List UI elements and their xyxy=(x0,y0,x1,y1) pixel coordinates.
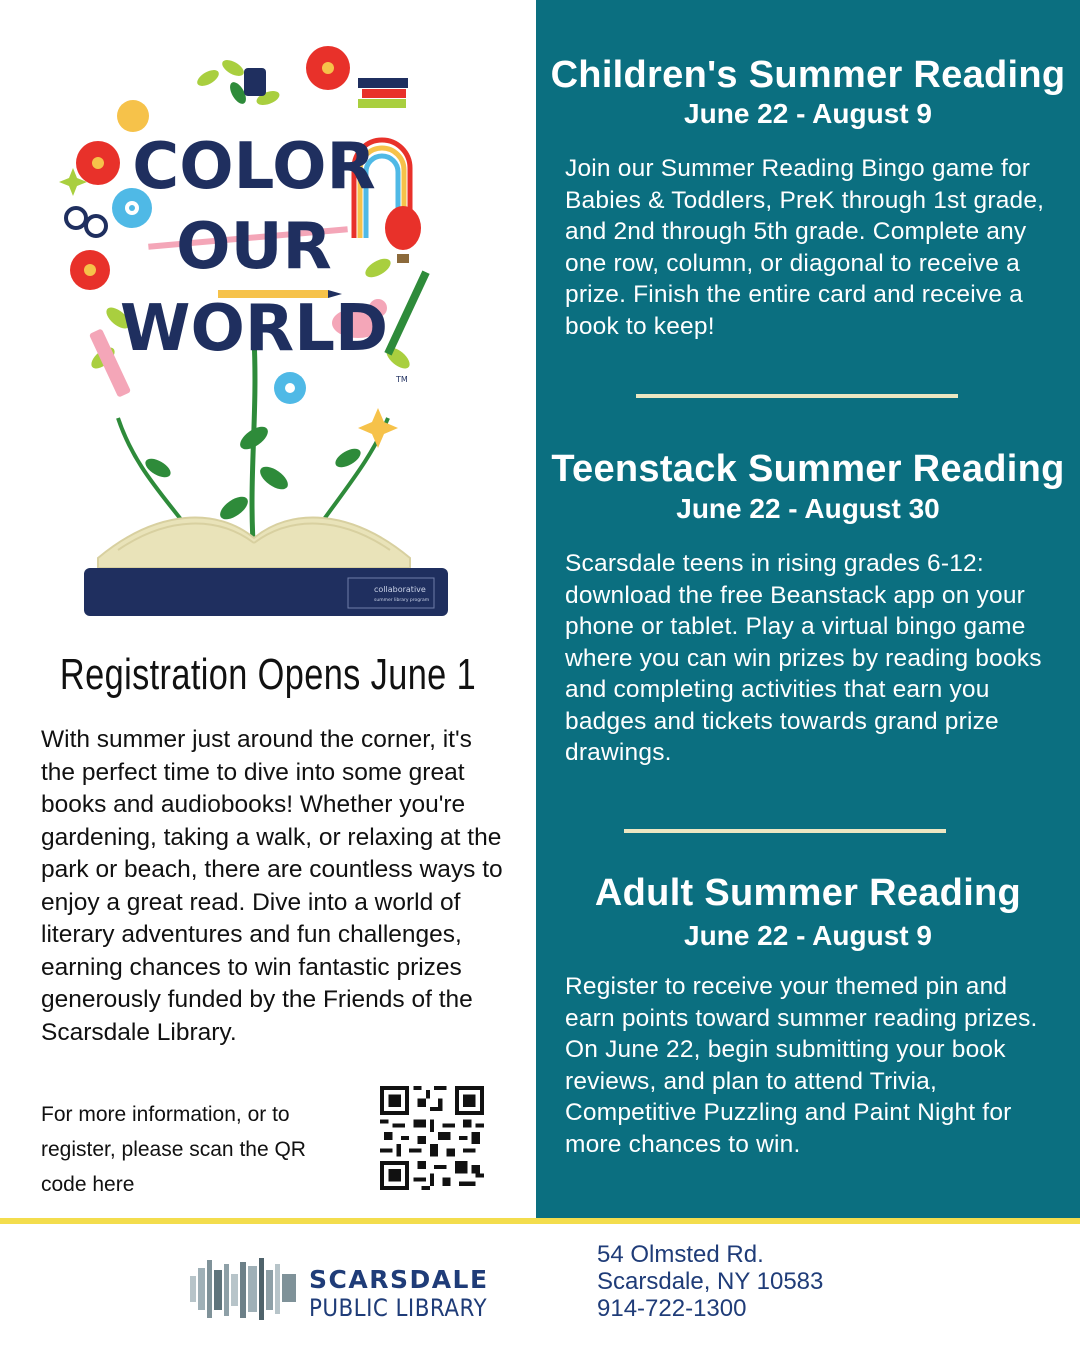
logo-line-1: SCARSDALE xyxy=(309,1265,489,1294)
footer xyxy=(0,1224,1080,1350)
registration-title: Registration Opens June 1 xyxy=(59,650,477,699)
adult-section-body: Register to receive your themed pin and earn points toward summer reading prizes. On June 22, begin submitting your book reviews, and plan to attend Trivia, Competitive Puzzling and Paint Night for more chances to win. xyxy=(565,973,1038,1158)
logo-line-2: PUBLIC LIBRARY xyxy=(309,1294,487,1322)
address-city: Scarsdale, NY 10583 xyxy=(597,1268,824,1295)
library-address xyxy=(597,1241,823,1322)
adult-section-title: Adult Summer Reading xyxy=(594,872,1022,914)
divider-2 xyxy=(624,829,946,833)
library-books-icon xyxy=(190,1258,296,1320)
divider-1 xyxy=(636,394,958,398)
address-street: 54 Olmsted Rd. xyxy=(597,1241,764,1268)
adult-section-dates: June 22 - August 9 xyxy=(684,920,932,951)
left-panel xyxy=(0,0,536,1220)
book-spine-text: collaborative xyxy=(374,585,426,594)
childrens-section-title: Children's Summer Reading xyxy=(550,54,1066,96)
intro-paragraph: With summer just around the corner, it's the perfect time to dive into some great books and audiobooks! Whether you're gardening, taking a walk, or relaxing at the park or beach, there are countless ways to enjoy a great read. Dive into a world of literary adventures and fun challenges, earning chances to win fantastic prizes generously funded by the Friends of the Scarsdale Library. xyxy=(41,726,503,1046)
book-spine-subtext: summer library program xyxy=(374,598,430,603)
teen-section-title: Teenstack Summer Reading xyxy=(551,448,1065,490)
more-info-text: For more information, or to register, please scan the QR code here xyxy=(41,1103,306,1196)
childrens-section-dates: June 22 - August 9 xyxy=(684,98,932,129)
qr-code[interactable] xyxy=(380,1086,484,1190)
word-our: OUR xyxy=(176,210,332,284)
childrens-section-body: Join our Summer Reading Bingo game for Babies & Toddlers, PreK through 1st grade, and 2nd through 5th grade. Complete any one row, column, or diagonal to receive a prize. Finish the entire card and receive a book to keep! xyxy=(565,155,1045,340)
teen-section-dates: June 22 - August 30 xyxy=(676,493,940,524)
word-color: COLOR xyxy=(132,130,376,204)
color-our-world-artwork xyxy=(58,38,450,618)
word-world: WORLD xyxy=(119,292,389,366)
tm-mark: TM xyxy=(396,375,408,384)
right-panel xyxy=(536,0,1080,1220)
teen-section-body: Scarsdale teens in rising grades 6-12: download the free Beanstack app on your phone or tablet. Play a virtual bingo game where you can win prizes by reading books and completing activities that earn you badges and tickets towards grand prize drawings. xyxy=(565,550,1042,766)
phone-number[interactable]: 914-722-1300 xyxy=(597,1295,747,1322)
scarsdale-library-logo xyxy=(188,1244,498,1324)
